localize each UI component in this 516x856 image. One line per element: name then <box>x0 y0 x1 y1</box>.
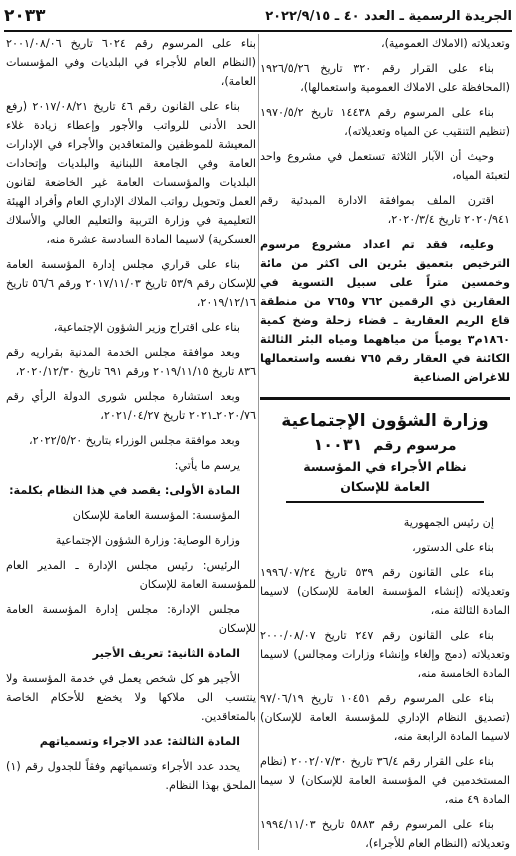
president-line: إن رئيس الجمهورية <box>403 516 494 529</box>
paragraph: بناء على قراري مجلس إدارة المؤسسة العامة للإسكان رقم ٥٣/٩ تاريخ ٢٠١٧/١١/٠٣ ورقم ٥٦/٦ تاريخ ٢٠١٩/١٢/١٦، <box>6 258 256 309</box>
paragraph: وحيث أن الآبار الثلاثة تستعمل في مشروع واحد لتعبئة المياه، <box>260 150 510 182</box>
article-2-text: الأجير هو كل شخص يعمل في خدمة المؤسسة ولا ينتسب الى ملاكها ولا يخضع للأحكام الخاصة بالمتعاقدين. <box>6 672 256 723</box>
definition-item: الرئيس: رئيس مجلس الإدارة ـ المدير العام للمؤسسة العامة للإسكان <box>6 559 256 591</box>
paragraph: وبعد استشارة مجلس شورى الدولة الرأي رقم ٢٠٢٠/٧٦ـ٢٠٢١ تاريخ ٢٠٢١/٠٤/٢٧، <box>6 390 256 422</box>
definition-item: مجلس الإدارة: مجلس إدارة المؤسسة العامة للإسكان <box>6 603 256 635</box>
right-column <box>260 34 510 856</box>
decree-number-line <box>260 434 510 457</box>
paragraph: اقترن الملف بموافقة الادارة المبدئية رقم ٢٠٢٠/٩٤١ تاريخ ٢٠٢٠/٣/٤، <box>260 194 510 226</box>
paragraph: بناء على القانون رقم ٢٤٧ تاريخ ٢٠٠٠/٠٨/٠٧ وتعديلاته (دمج وإلغاء وإنشاء وزارات ومجالس) لاسيما المادة الخامسة منه، <box>260 629 510 680</box>
paragraph: وتعديلاته (الاملاك العمومية)، <box>380 37 510 50</box>
paragraph: بناء على المرسوم رقم ١٤٤٣٨ تاريخ ١٩٧٠/٥/٢ (تنظيم التنقيب عن المياه وتعديلاته)، <box>260 106 510 138</box>
gazette-title: الجريدة الرسمية ـ العدد ٤٠ ـ ٢٠٢٢/٩/١٥ <box>265 8 512 24</box>
paragraph: وبعد موافقة مجلس الوزراء بتاريخ ٢٠٢٢/٥/٢٠، <box>29 434 240 447</box>
paragraph: وبعد موافقة مجلس الخدمة المدنية بقراريه رقم ٨٣٦ تاريخ ٢٠١٩/١١/١٥ ورقم ٦٩١ تاريخ ٢٠٢٠/١٢/٣٠، <box>6 346 256 378</box>
paragraph: بناء على اقتراح وزير الشؤون الإجتماعية، <box>53 321 240 334</box>
paragraph: بناء على القانون رقم ٥٣٩ تاريخ ١٩٩٦/٠٧/٢٤ وتعديلاته (إنشاء المؤسسة العامة للإسكان) لاسيما المادة الثالثة منه، <box>260 566 510 617</box>
paragraph: بناء على الدستور، <box>412 541 494 554</box>
article-2-title: المادة الثانية: تعريف الأجير <box>92 647 240 660</box>
decree-number: ١٠٠٣١ <box>313 435 363 454</box>
decree-intro: يرسم ما يأتي: <box>174 459 240 472</box>
page-header <box>4 2 512 32</box>
page-number: ٢٠٣٣ <box>4 6 46 26</box>
paragraph: بناء على المرسوم رقم ٦٠٢٤ تاريخ ٢٠٠١/٠٨/٠٦ (النظام العام للأجراء في البلديات وفي المؤسسات العامة)، <box>6 37 256 88</box>
paragraph: بناء على القرار رقم ٣٦/٤ تاريخ ٢٠٠٢/٠٧/٣٠ (نظام المستخدمين في المؤسسة العامة للإسكان) لا سيما المادة ٤٩ منه، <box>260 755 510 806</box>
conclusion-paragraph: وعليه، فقد تم اعداد مشروع مرسوم الترخيص بتعميق بئرين الى اكثر من مائة وخمسين متراً على سبيل التسوية في العقارين ذي الرقمين ٧٦٢ و٧٦٥ من منطقة قاع الريم العقارية ـ قضاء زحلة وضخ كمية ١٨٦٠م٣ يومياً من مياههما ومياه البئر الثالثة الكائنة في العقار رقم ٧٦٥ نفسه واستعمالها للاغراض الصناعية <box>260 238 510 384</box>
article-1-title: المادة الأولى: يقصد في هذا النظام بكلمة: <box>9 484 240 497</box>
article-3-title: المادة الثالثة: عدد الاجراء وتسمياتهم <box>39 735 240 748</box>
definition-item: وزارة الوصاية: وزارة الشؤون الإجتماعية <box>55 534 240 547</box>
paragraph: بناء على المرسوم رقم ١٠٤٥١ تاريخ ٩٧/٠٦/١٩ (تصديق النظام الإداري للمؤسسة العامة للإسكان) لاسيما المادة الرابعة منه، <box>260 692 510 743</box>
column-divider <box>258 34 259 850</box>
ministry-heading: وزارة الشؤون الإجتماعية <box>260 397 510 434</box>
definition-item: المؤسسة: المؤسسة العامة للإسكان <box>72 509 240 522</box>
paragraph: بناء على القانون رقم ٤٦ تاريخ ٢٠١٧/٠٨/٢١ (رفع الحد الأدنى للرواتب والأجور وإعطاء زيادة غلاء المعيشة للموظفين والمتعاقدين والأجراء في الإدارات العامة وفي الجامعة اللبنانية والبلديات وإتحادات البلديات والمؤسسات العامة غير الخاضعة لقانون العمل وتحويل رواتب الملاك الإداري العام وأفراد الهيئة التعليمية في وزارة التربية والتعليم العالي والأسلاك العسكرية) لاسيما المادة السادسة عشرة منه، <box>6 100 256 246</box>
article-3-text: يحدد عدد الأجراء وتسمياتهم وفقاً للجدول رقم (١) الملحق بهذا النظام. <box>6 760 256 792</box>
left-column <box>6 34 256 856</box>
decree-label: مرسوم رقم <box>373 438 457 454</box>
decree-title: نظام الأجراء في المؤسسة العامة للإسكان <box>286 457 484 503</box>
paragraph: بناء على القرار رقم ٣٢٠ تاريخ ١٩٢٦/٥/٢٦ (المحافظة على الاملاك العمومية واستعمالها)، <box>260 62 510 94</box>
paragraph: بناء على المرسوم رقم ٥٨٨٣ تاريخ ١٩٩٤/١١/٠٣ وتعديلاته (النظام العام للأجراء)، <box>260 818 510 850</box>
